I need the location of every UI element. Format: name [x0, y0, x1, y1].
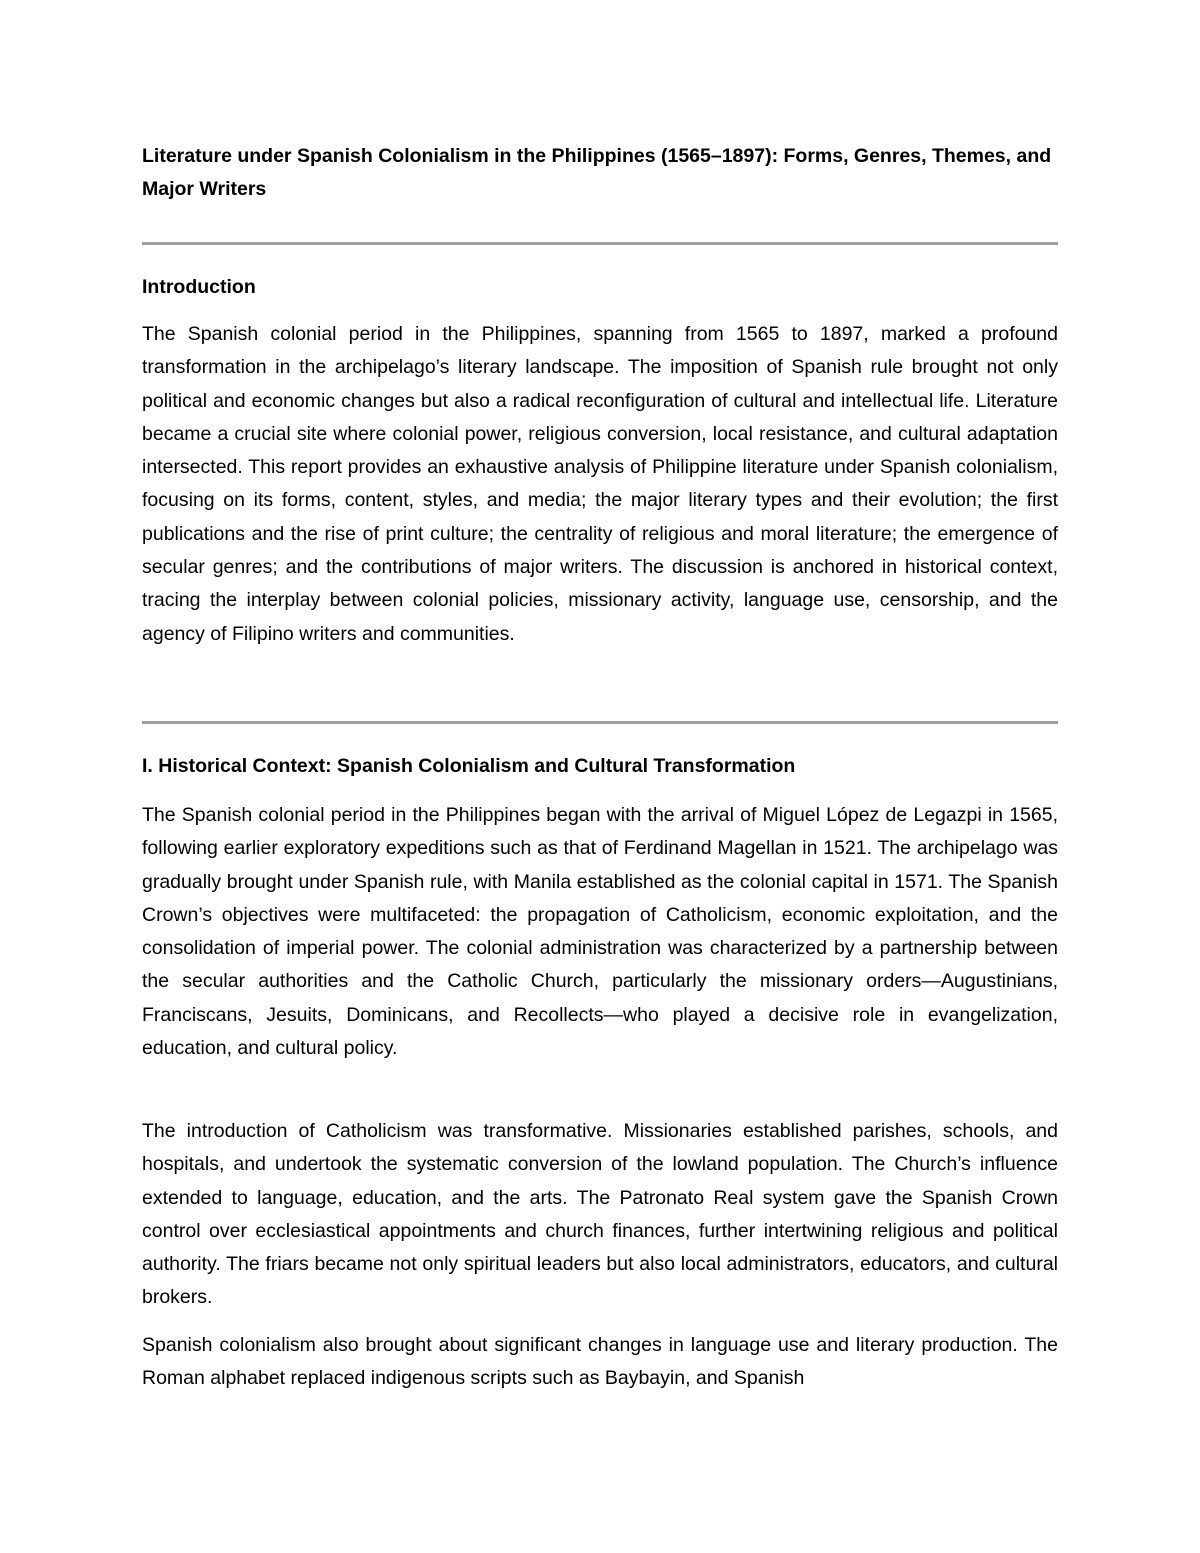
paragraph: The introduction of Catholicism was transformative. Missionaries established parishes, schools, and hospitals, and undertook the systematic conversion of the lowland population. The Church’s influence extended to language, education, and the arts. The Patronato Real system gave the Spanish Crown control over ecclesiastical appointments and church finances, further intertwining religious and political authority. The friars became not only spiritual leaders but also local administrators, educators, and cultural brokers.	[142, 1120, 1058, 1309]
document-page	[142, 140, 1058, 1390]
section-heading-introduction: Introduction	[142, 276, 256, 298]
paragraph: The Spanish colonial period in the Philippines began with the arrival of Miguel López de Legazpi in 1565, following earlier exploratory expeditions such as that of Ferdinand Magellan in 1521. The archipelago was gradually brought under Spanish rule, with Manila established as the colonial capital in 1571. The Spanish Crown’s objectives were multifaceted: the propagation of Catholicism, economic exploitation, and the consolidation of imperial power. The colonial administration was characterized by a partnership between the secular authorities and the Catholic Church, particularly the missionary orders—Augustinians, Franciscans, Jesuits, Dominicans, and Recollects—who played a decisive role in evangelization, education, and cultural policy.	[142, 804, 1058, 1060]
section-divider	[142, 721, 1058, 724]
paragraph: The Spanish colonial period in the Philippines, spanning from 1565 to 1897, marked a profound transformation in the archipelago’s literary landscape. The imposition of Spanish rule brought not only political and economic changes but also a radical reconfiguration of cultural and intellectual life. Literature became a crucial site where colonial power, religious conversion, local resistance, and cultural adaptation intersected. This report provides an exhaustive analysis of Philippine literature under Spanish colonialism, focusing on its forms, content, styles, and media; the major literary types and their evolution; the first publications and the rise of print culture; the centrality of religious and moral literature; the emergence of secular genres; and the contributions of major writers. The discussion is anchored in historical context, tracing the interplay between colonial policies, missionary activity, language use, censorship, and the agency of Filipino writers and communities.	[142, 323, 1058, 645]
section-heading-historical-context: I. Historical Context: Spanish Colonialism and Cultural Transformation	[142, 755, 796, 777]
section-divider	[142, 242, 1058, 245]
paragraph: Spanish colonialism also brought about significant changes in language use and literary production. The Roman alphabet replaced indigenous scripts such as Baybayin, and Spanish	[142, 1334, 1058, 1390]
document-title: Literature under Spanish Colonialism in the Philippines (1565–1897): Forms, Genres, Themes, and Major Writers	[142, 145, 1052, 200]
